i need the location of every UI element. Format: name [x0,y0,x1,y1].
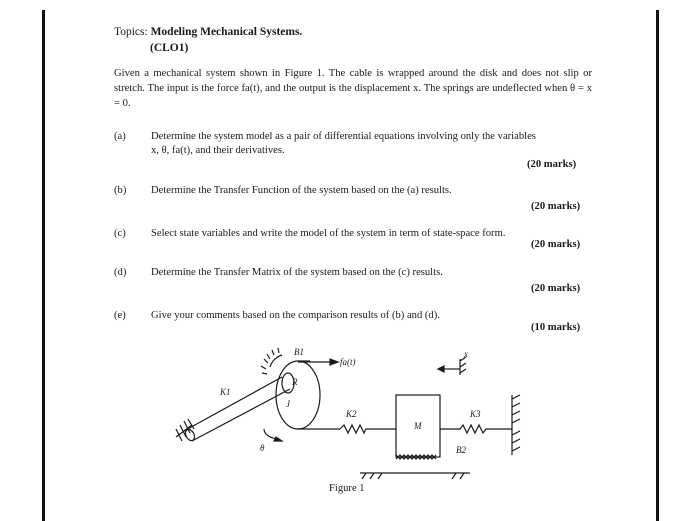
question-line: x, θ, fa(t), and their derivatives. [151,145,285,156]
label-b1: B1 [294,347,304,357]
bearing-b1 [261,348,282,374]
left-border-line [42,10,45,521]
figure-caption: Figure 1 [329,483,365,494]
question-text: Determine the Transfer Matrix of the system based on the (c) results. [151,267,443,278]
torsional-shaft [184,377,290,442]
spring-k2 [340,425,396,433]
marks-e: (10 marks) [531,322,581,333]
question-label: (b) [114,185,127,196]
question-line: Determine the system model as a pair of differential equations involving only the variables [151,131,536,142]
label-b2: B2 [456,445,466,455]
question-label: (c) [114,228,126,239]
question-e [114,309,594,325]
question-label: (a) [114,131,126,142]
question-d [114,266,594,282]
spring-k3 [440,425,512,433]
question-text: Determine the Transfer Function of the system based on the (a) results. [151,185,452,196]
label-k3: K3 [470,409,481,419]
force-arrow [330,359,338,365]
topics-title: Modeling Mechanical Systems. [150,26,303,38]
marks-a: (20 marks) [527,159,577,170]
question-a [114,130,594,160]
label-x: x [464,349,468,359]
marks-c: (20 marks) [531,239,581,250]
label-fa: fa(t) [340,357,356,367]
ground-hatch [362,473,464,479]
right-wall-hatch [512,395,520,451]
topics-heading [114,26,302,38]
figure-1-diagram [170,345,550,485]
question-text: Select state variables and write the model of the system in term of state-space form. [151,228,506,239]
question-text: Give your comments based on the comparison results of (b) and (d). [151,310,440,321]
x-arrow-head [438,366,444,372]
question-label: (e) [114,310,126,321]
topics-label: Topics: [114,26,151,38]
label-k1: K1 [220,387,231,397]
marks-d: (20 marks) [531,283,581,294]
marks-b: (20 marks) [531,201,581,212]
question-b [114,184,594,200]
x-reference-hatch [460,357,466,373]
theta-arrow-head [274,437,282,441]
question-text [151,130,591,158]
disk-j [276,361,320,429]
label-k2: K2 [346,409,357,419]
right-border-line [656,10,659,521]
label-j: J [286,399,290,409]
question-label: (d) [114,267,127,278]
clo-label: (CLO1) [150,42,189,54]
label-theta: θ [260,443,265,453]
intro-paragraph: Given a mechanical system shown in Figure 1. The cable is wrapped around the disk and does not slip or stretch. The input is the force fa(t), and the output is the displacement x. The springs are undeflected when θ = x = 0. [114,68,592,109]
label-m: M [414,421,422,431]
label-r: R [292,377,298,387]
question-c [114,227,594,243]
